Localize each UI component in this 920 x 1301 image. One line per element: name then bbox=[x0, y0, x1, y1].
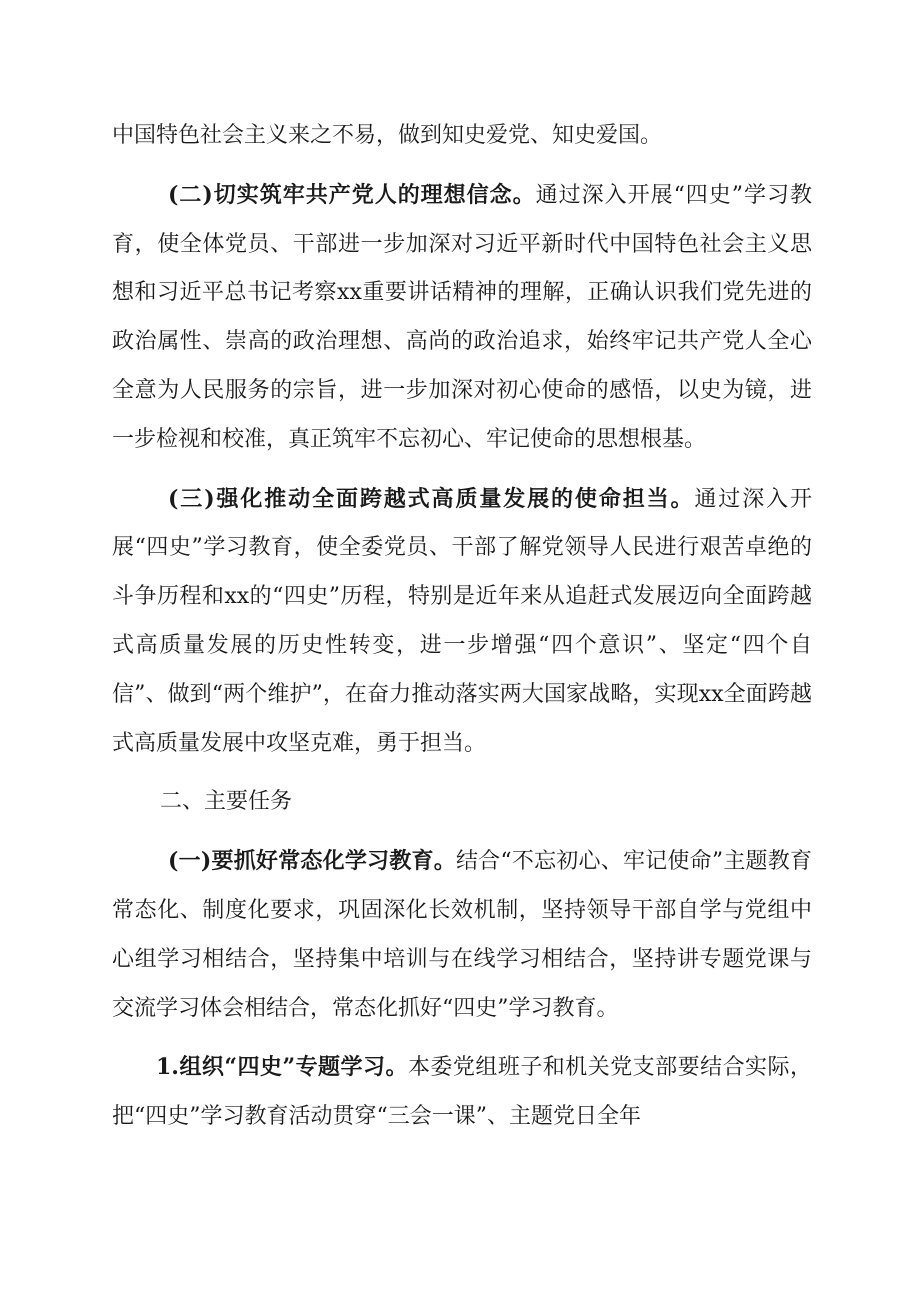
paragraph-ideals-beliefs bbox=[112, 171, 812, 465]
paragraph-body: 结合“不忘初心、牢记使命”主题教育常态化、制度化要求，巩固深化长效机制，坚持领导干部自学与党组中心组学习相结合，坚持集中培训与在线学习相结合，坚持讲专题党课与交流学习体会相结合，常态化抓好“四史”学习教育。 bbox=[112, 849, 812, 1021]
paragraph-heading: (三)强化推动全面跨越式高质量发展的使命担当。 bbox=[168, 485, 695, 512]
paragraph-heading: (二)切实筑牢共产党人的理想信念。 bbox=[168, 181, 536, 208]
paragraph-heading: 1.组织“四史”专题学习。 bbox=[156, 1054, 408, 1081]
section-title-main-tasks: 二、主要任务 bbox=[160, 789, 293, 815]
paragraph-regular-study bbox=[112, 837, 812, 1033]
paragraph-special-study bbox=[112, 1043, 812, 1142]
document-page bbox=[112, 112, 812, 1142]
paragraph-heading: (一)要抓好常态化学习教育。 bbox=[168, 848, 456, 875]
paragraph-body: 通过深入开展“四史”学习教育，使全委党员、干部了解党领导人民进行艰苦卓绝的斗争历程和xx的“四史”历程，特别是近年来从追赶式发展迈向全面跨越式高质量发展的历史性转变，进一步增强“四个意识”、坚定“四个自信”、做到“两个维护”，在奋力推动落实两大国家战略，实现xx全面跨越式高质量发展中攻坚克难，勇于担当。 bbox=[112, 486, 812, 756]
paragraph-mission-responsibility bbox=[112, 475, 812, 769]
paragraph-continuation bbox=[112, 112, 812, 161]
paragraph-body: 通过深入开展“四史”学习教育，使全体党员、干部进一步加深对习近平新时代中国特色社会主义思想和习近平总书记考察xx重要讲话精神的理解，正确认识我们党先进的政治属性、崇高的政治理想、高尚的政治追求，始终牢记共产党人全心全意为人民服务的宗旨，进一步加深对初心使命的感悟，以史为镜，进一步检视和校准，真正筑牢不忘初心、牢记使命的思想根基。 bbox=[112, 182, 812, 452]
paragraph-body: 中国特色社会主义来之不易，做到知史爱党、知史爱国。 bbox=[112, 123, 663, 148]
paragraph-body: 本委党组班子和机关党支部要结合实际，把“四史”学习教育活动贯穿“三会一课”、主题党日全年 bbox=[112, 1055, 812, 1130]
